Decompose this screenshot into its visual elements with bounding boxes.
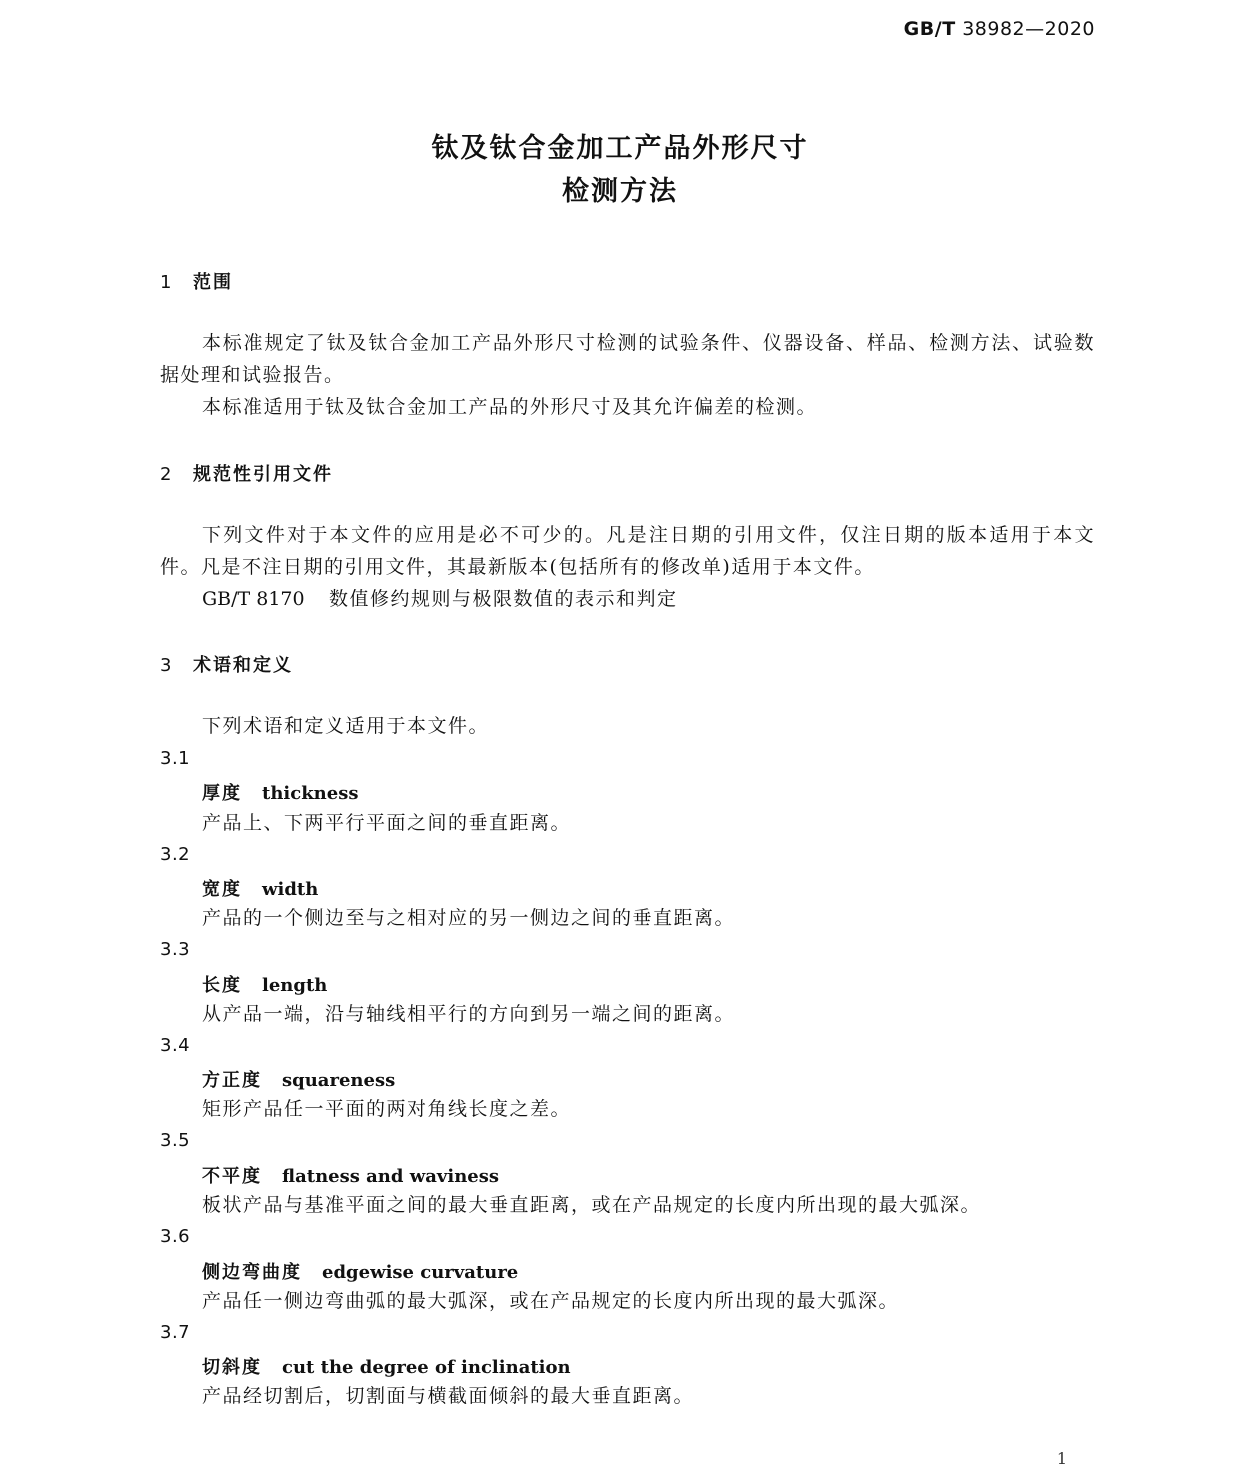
- term-chinese: 侧边弯曲度: [202, 1262, 302, 1283]
- term-definition: 产品上、下两平行平面之间的垂直距离。: [202, 812, 572, 834]
- standard-number: [904, 18, 1095, 40]
- term-heading: [202, 971, 327, 997]
- term-heading: [202, 1162, 499, 1188]
- term-definition: 板状产品与基准平面之间的最大垂直距离，或在产品规定的长度内所出现的最大弧深。: [202, 1194, 982, 1216]
- normative-reference: [202, 583, 1095, 615]
- section-3-intro: 下列术语和定义适用于本文件。: [202, 715, 490, 737]
- term-english: thickness: [262, 783, 359, 804]
- clause-number: 3.4: [160, 1035, 191, 1056]
- clause-number: 3.5: [160, 1130, 191, 1151]
- term-chinese: 宽度: [202, 879, 242, 900]
- term-english: squareness: [282, 1070, 396, 1091]
- term-chinese: 切斜度: [202, 1357, 262, 1378]
- term-definition: 从产品一端，沿与轴线相平行的方向到另一端之间的距离。: [202, 1003, 736, 1025]
- section-2-heading: [160, 460, 333, 486]
- document-title-line-1: 钛及钛合金加工产品外形尺寸: [431, 133, 809, 164]
- reference-code: GB/T 8170: [202, 588, 305, 610]
- clause-number: 3.6: [160, 1226, 191, 1247]
- term-english: edgewise curvature: [322, 1262, 519, 1283]
- term-heading: [202, 1066, 395, 1092]
- clause-number: 3.2: [160, 844, 191, 865]
- section-title: 规范性引用文件: [193, 464, 333, 485]
- term-heading: [202, 779, 358, 805]
- section-2-paragraph-1: 下列文件对于本文件的应用是必不可少的。凡是注日期的引用文件，仅注日期的版本适用于本文件。凡是不注日期的引用文件，其最新版本(包括所有的修改单)适用于本文件。: [160, 524, 1095, 578]
- reference-title: 数值修约规则与极限数值的表示和判定: [329, 588, 678, 610]
- document-title-line-2: 检测方法: [562, 176, 678, 207]
- clause-number: 3.1: [160, 748, 191, 769]
- section-number: 3: [160, 655, 174, 676]
- section-title: 范围: [193, 272, 233, 293]
- term-chinese: 方正度: [202, 1070, 262, 1091]
- term-english: flatness and waviness: [282, 1166, 500, 1187]
- term-definition: 产品任一侧边弯曲弧的最大弧深，或在产品规定的长度内所出现的最大弧深。: [202, 1290, 900, 1312]
- section-1-paragraph-1: 本标准规定了钛及钛合金加工产品外形尺寸检测的试验条件、仪器设备、样品、检测方法、试验数据处理和试验报告。: [160, 332, 1095, 386]
- clause-number: 3.7: [160, 1322, 191, 1343]
- standard-prefix: GB/T: [903, 18, 956, 40]
- term-chinese: 不平度: [202, 1166, 262, 1187]
- section-number: 2: [160, 464, 174, 485]
- term-english: length: [262, 975, 328, 996]
- term-definition: 产品的一个侧边至与之相对应的另一侧边之间的垂直距离。: [202, 907, 736, 929]
- term-english: width: [262, 879, 319, 900]
- section-1-paragraph-2: 本标准适用于钛及钛合金加工产品的外形尺寸及其允许偏差的检测。: [202, 396, 818, 418]
- term-english: cut the degree of inclination: [282, 1357, 571, 1378]
- section-1-heading: [160, 268, 233, 294]
- term-heading: [202, 1353, 571, 1379]
- page-number: 1: [1056, 1449, 1067, 1468]
- term-heading: [202, 1258, 518, 1284]
- section-3-heading: [160, 651, 293, 677]
- section-number: 1: [160, 272, 174, 293]
- term-heading: [202, 875, 318, 901]
- section-title: 术语和定义: [193, 655, 293, 676]
- term-chinese: 厚度: [202, 783, 242, 804]
- term-definition: 产品经切割后，切割面与横截面倾斜的最大垂直距离。: [202, 1385, 695, 1407]
- term-definition: 矩形产品任一平面的两对角线长度之差。: [202, 1098, 572, 1120]
- term-chinese: 长度: [202, 975, 242, 996]
- standard-code: 38982—2020: [955, 18, 1095, 40]
- clause-number: 3.3: [160, 939, 191, 960]
